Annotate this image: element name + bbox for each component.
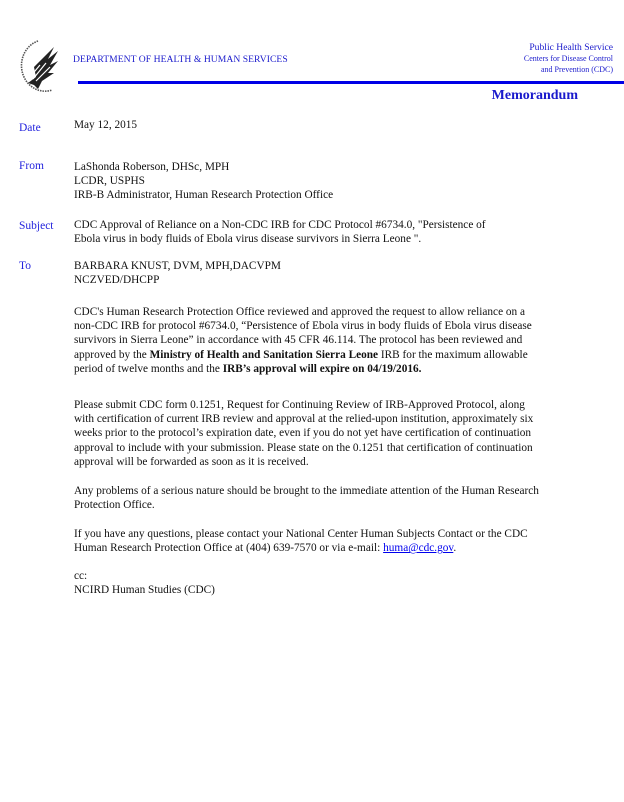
from-line: LCDR, USPHS	[74, 175, 145, 187]
department-name: DEPARTMENT OF HEALTH & HUMAN SERVICES	[73, 54, 288, 65]
to-label: To	[19, 260, 31, 272]
expiration-notice: IRB’s approval will expire on 04/19/2016.	[222, 362, 422, 375]
body-paragraph-continuing-review: Please submit CDC form 0.1251, Request for Continuing Review of IRB-Approved Protocol, along with certification of current IRB review and approval at the relied-upon institution, approximately six weeks prior to the protocol’s expiration date, even if you do not yet have certification of continuation approval to include with your submission. Please state on the 0.1251 that certification of continuation approval will be forwarded as soon as it is received.	[74, 399, 534, 468]
agency-block	[524, 42, 613, 75]
approval-text: IRB for the maximum allowable period of twelve months and the	[74, 348, 528, 375]
approval-text: CDC's Human Research Protection Office reviewed and approved the request to allow reliance on a non-CDC IRB for protocol #6734.0, “Persistence of Ebola virus in body fluids of Ebola virus disease survivors in Sierra Leone” in accordance with 45 CFR 46.114. The protocol has been reviewed and approved by the	[74, 306, 532, 361]
subject-line: CDC Approval of Reliance on a Non-CDC IRB for CDC Protocol #6734.0, "Persistence of	[74, 219, 486, 231]
hhs-eagle-seal-icon	[14, 37, 64, 95]
agency-line-2: Centers for Disease Control	[523, 54, 613, 63]
cc-value: NCIRD Human Studies (CDC)	[74, 584, 215, 597]
subject-line: Ebola virus in body fluids of Ebola virus disease survivors in Sierra Leone ".	[74, 233, 422, 245]
cc-label: cc:	[74, 570, 88, 582]
irb-name: Ministry of Health and Sanitation Sierra Leone	[149, 348, 379, 361]
agency-line-1: Public Health Service	[529, 42, 613, 53]
to-value	[74, 259, 544, 287]
from-line: LaShonda Roberson, DHSc, MPH	[74, 161, 230, 173]
from-value	[74, 160, 544, 202]
body-paragraph-contact	[74, 527, 544, 555]
agency-line-3: and Prevention (CDC)	[541, 65, 613, 74]
subject-value	[74, 218, 604, 246]
contact-text-end: .	[453, 542, 457, 555]
document-type-title: Memorandum	[491, 88, 578, 103]
cc-block	[74, 569, 544, 597]
body-paragraph-approval	[74, 305, 544, 376]
subject-label: Subject	[19, 220, 54, 232]
email-link[interactable]: huma@cdc.gov	[383, 542, 454, 555]
contact-text: If you have any questions, please contact your National Center Human Subjects Contact or the CDC Human Research Protection Office at (404) 639-7570 or via e-mail:	[74, 528, 528, 555]
to-line: NCZVED/DHCPP	[74, 274, 160, 286]
from-line: IRB-B Administrator, Human Research Protection Office	[74, 189, 334, 201]
from-label: From	[19, 160, 44, 172]
header-rule	[78, 81, 624, 84]
date-value: May 12, 2015	[74, 119, 138, 131]
to-line: BARBARA KNUST, DVM, MPH,DACVPM	[74, 260, 281, 272]
body-paragraph-problems: Any problems of a serious nature should be brought to the immediate attention of the Human Research Protection Office.	[74, 485, 539, 512]
date-label: Date	[19, 122, 41, 134]
